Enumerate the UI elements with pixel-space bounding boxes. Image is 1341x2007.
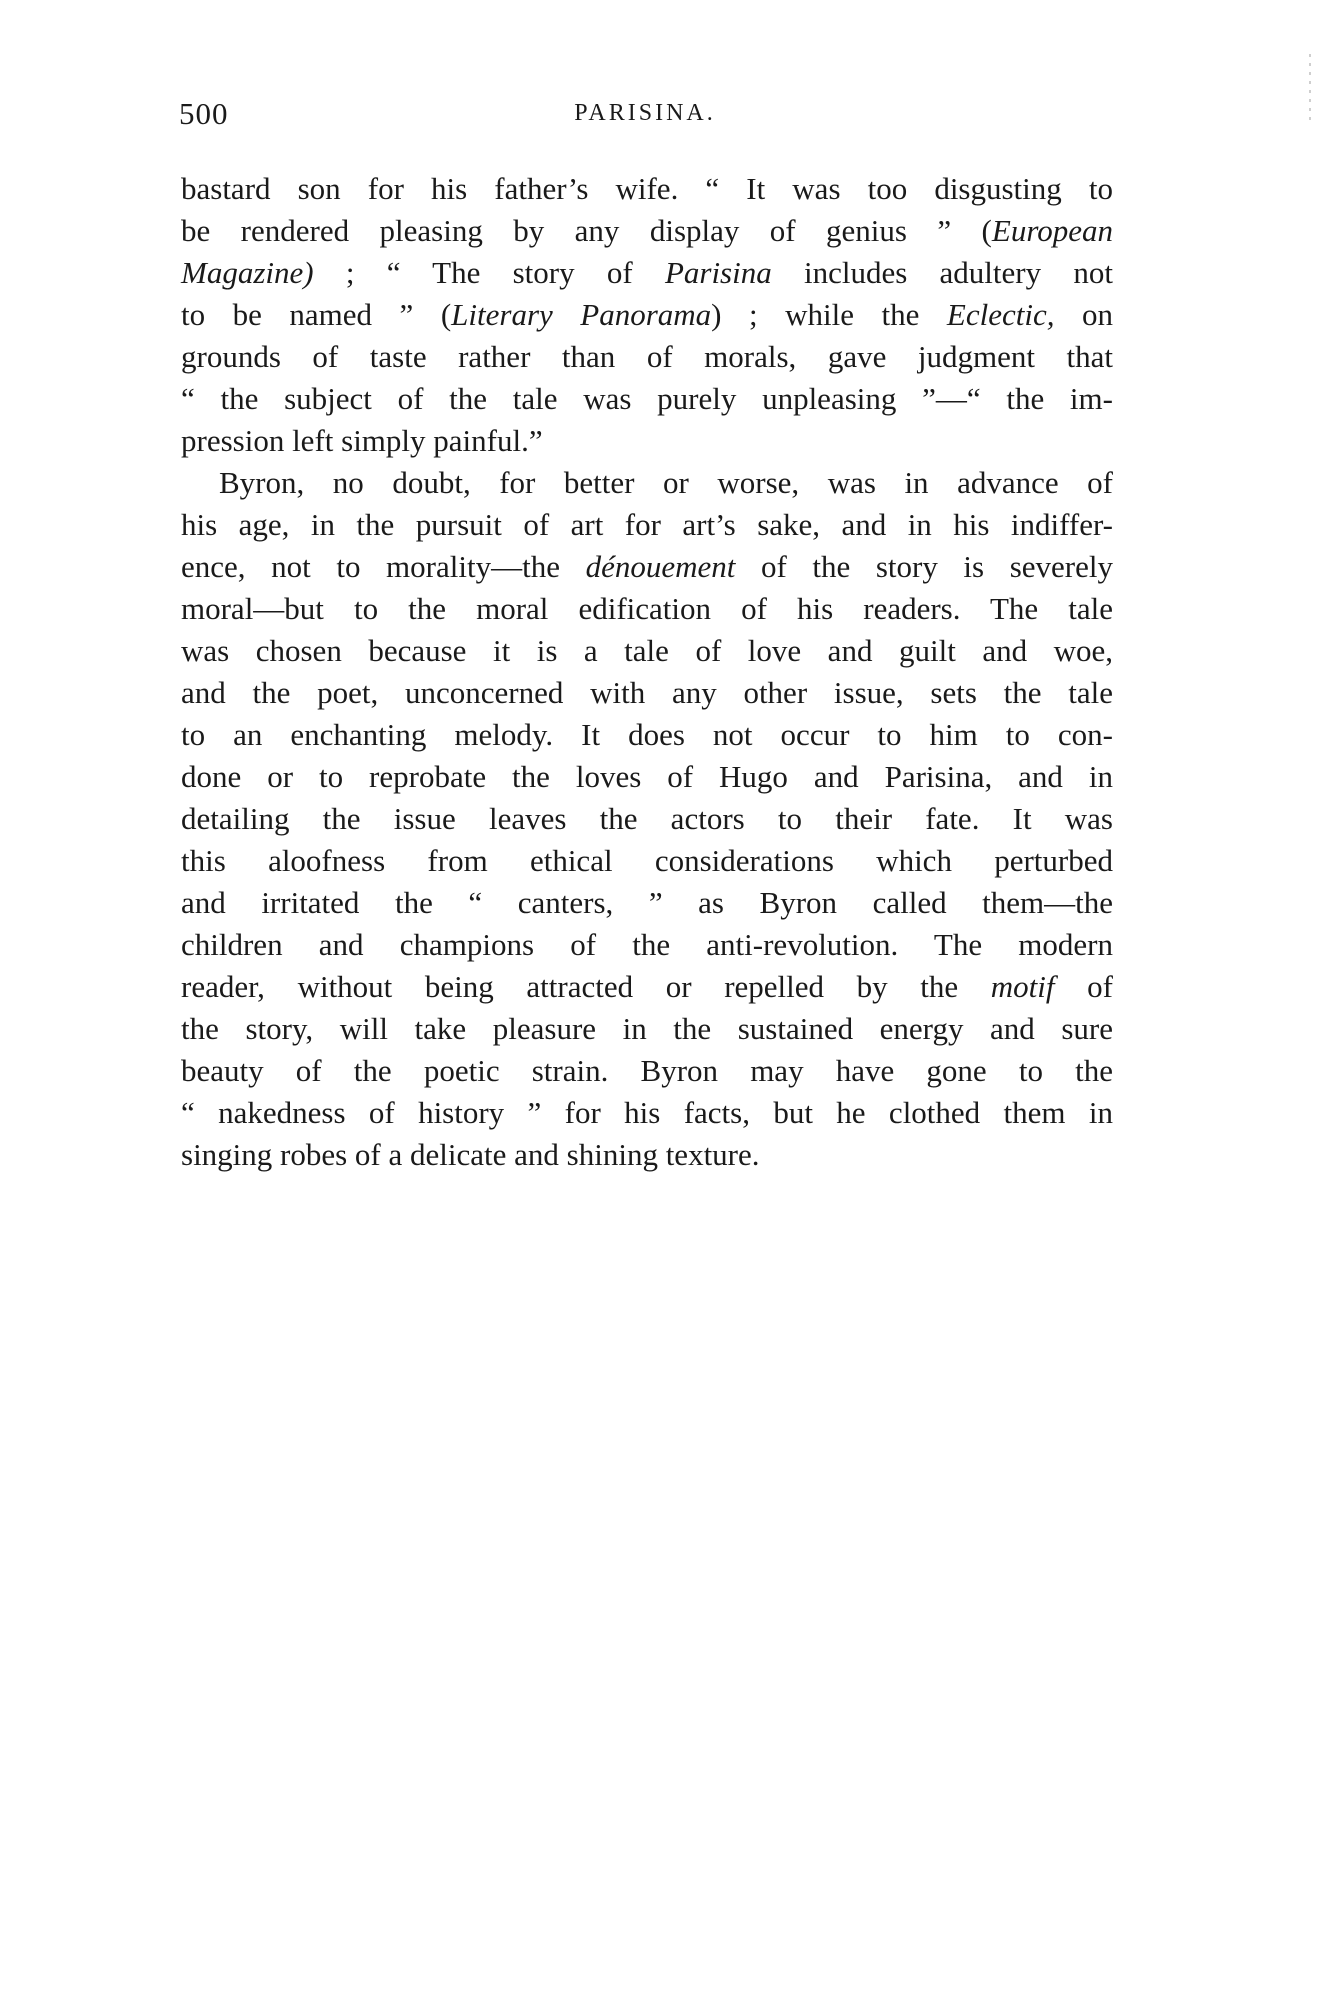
paragraph-1 [181, 168, 1113, 462]
paragraph-2 [181, 462, 1113, 1176]
body-text [181, 168, 1113, 1176]
text-line: “ the subject of the tale was purely unpleasing ”—“ the im- [181, 381, 1113, 416]
text-line: this aloofness from ethical considerations which perturbed [181, 843, 1113, 878]
text-line: moral—but to the moral edification of his readers. The tale [181, 591, 1113, 626]
text-line: singing robes of a delicate and shining texture. [181, 1137, 760, 1172]
text-line: Magazine) ; “ The story of Parisina includes adultery not [181, 255, 1113, 290]
text-line: “ nakedness of history ” for his facts, but he clothed them in [181, 1095, 1113, 1130]
text-line: was chosen because it is a tale of love and guilt and woe, [181, 633, 1113, 668]
text-line: to be named ” (Literary Panorama) ; while the Eclectic, on [181, 297, 1113, 332]
text-line: grounds of taste rather than of morals, gave judgment that [181, 339, 1113, 374]
text-line: the story, will take pleasure in the sustained energy and sure [181, 1011, 1113, 1046]
scan-edge-specks [1305, 48, 1317, 198]
text-line: be rendered pleasing by any display of genius ” (European [181, 213, 1113, 248]
text-line: and the poet, unconcerned with any other issue, sets the tale [181, 675, 1113, 710]
text-line: pression left simply painful.” [181, 423, 543, 458]
text-line: reader, without being attracted or repelled by the motif of [181, 969, 1113, 1004]
page-number: 500 [179, 96, 229, 131]
text-line: done or to reprobate the loves of Hugo and Parisina, and in [181, 759, 1113, 794]
text-line: bastard son for his father’s wife. “ It was too disgusting to [181, 171, 1113, 206]
text-line: his age, in the pursuit of art for art’s sake, and in his indiffer- [181, 507, 1113, 542]
text-line: ence, not to morality—the dénouement of the story is severely [181, 549, 1113, 584]
text-line: and irritated the “ canters, ” as Byron called them—the [181, 885, 1113, 920]
text-line: beauty of the poetic strain. Byron may have gone to the [181, 1053, 1113, 1088]
text-line: Byron, no doubt, for better or worse, was in advance of [219, 465, 1113, 500]
running-title: PARISINA. [574, 100, 716, 126]
running-head [179, 96, 1111, 136]
text-line: detailing the issue leaves the actors to their fate. It was [181, 801, 1113, 836]
text-line: children and champions of the anti-revolution. The modern [181, 927, 1113, 962]
text-line: to an enchanting melody. It does not occur to him to con- [181, 717, 1113, 752]
